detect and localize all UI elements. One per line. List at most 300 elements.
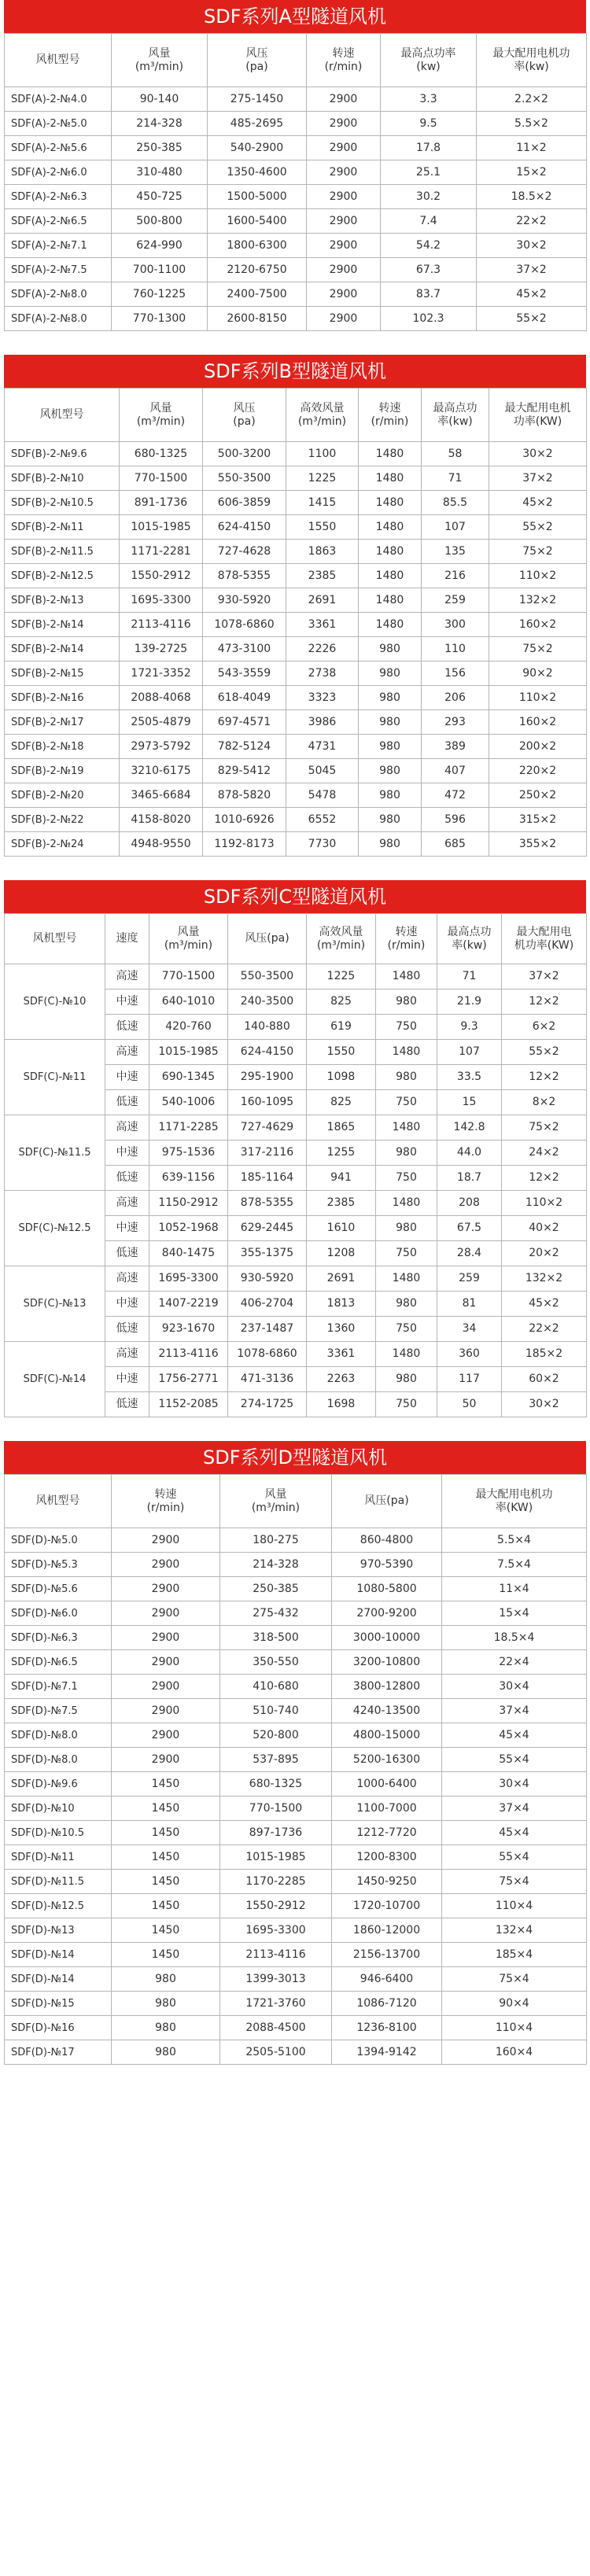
value-cell: 1450 xyxy=(112,1845,220,1870)
table-row xyxy=(5,832,587,857)
value-cell: 1450-9250 xyxy=(332,1870,442,1894)
value-cell: 2900 xyxy=(112,1553,220,1577)
value-cell: 1225 xyxy=(286,466,359,491)
value-cell: 2120-6750 xyxy=(208,258,307,282)
value-cell: 1480 xyxy=(359,442,422,466)
value-cell: 1860-12000 xyxy=(332,1918,442,1943)
table-row xyxy=(5,1650,587,1675)
value-cell: 629-2445 xyxy=(228,1216,307,1241)
column-header xyxy=(228,914,307,964)
header-row xyxy=(5,34,587,87)
value-cell: 160×2 xyxy=(489,613,587,637)
column-header xyxy=(286,389,359,442)
header-line: 最高点功率 xyxy=(400,46,456,60)
column-header xyxy=(381,34,477,87)
model-cell: SDF(A)-2-№5.6 xyxy=(5,136,112,160)
value-cell: 3210-6175 xyxy=(120,759,203,783)
value-cell: 697-4571 xyxy=(203,710,286,735)
value-cell: 55×4 xyxy=(442,1748,587,1772)
value-cell: 17.8 xyxy=(381,136,477,160)
value-cell: 1000-6400 xyxy=(332,1772,442,1797)
header-line: 机功率(KW) xyxy=(514,938,574,952)
value-cell: 825 xyxy=(307,1090,376,1115)
value-cell: 37×2 xyxy=(477,258,587,282)
value-cell: 156 xyxy=(422,662,489,686)
value-cell: 5.5×2 xyxy=(477,112,587,136)
value-cell: 30×2 xyxy=(502,1392,587,1417)
value-cell: 318-500 xyxy=(220,1626,332,1650)
model-cell: SDF(C)-№11 xyxy=(5,1040,105,1115)
value-cell: 12×2 xyxy=(502,1166,587,1191)
value-cell: 4800-15000 xyxy=(332,1723,442,1748)
table-row xyxy=(5,1528,587,1553)
value-cell: 9.5 xyxy=(381,112,477,136)
value-cell: 28.4 xyxy=(437,1241,502,1266)
header-line: (kw) xyxy=(416,60,441,73)
table-row xyxy=(5,1699,587,1723)
value-cell: 840-1475 xyxy=(149,1241,228,1266)
model-cell: SDF(A)-2-№8.0 xyxy=(5,282,112,307)
model-cell: SDF(A)-2-№5.0 xyxy=(5,112,112,136)
column-header xyxy=(489,389,587,442)
header-line: 风压 xyxy=(245,46,268,60)
table-d xyxy=(4,1474,587,2065)
value-cell: 727-4629 xyxy=(228,1115,307,1141)
value-cell: 1394-9142 xyxy=(332,2040,442,2065)
value-cell: 550-3500 xyxy=(228,964,307,989)
model-cell: SDF(B)-2-№18 xyxy=(5,735,120,759)
value-cell: 1480 xyxy=(376,1342,437,1367)
value-cell: 510-740 xyxy=(220,1699,332,1723)
value-cell: 770-1500 xyxy=(149,964,228,989)
value-cell: 1152-2085 xyxy=(149,1392,228,1417)
header-line: (r/min) xyxy=(146,1501,185,1514)
speed-cell: 低速 xyxy=(105,1015,149,1040)
value-cell: 1720-10700 xyxy=(332,1894,442,1918)
value-cell: 2900 xyxy=(307,112,381,136)
value-cell: 295-1900 xyxy=(228,1065,307,1090)
table-row xyxy=(5,1772,587,1797)
value-cell: 770-1300 xyxy=(112,307,208,331)
model-cell: SDF(C)-№11.5 xyxy=(5,1115,105,1191)
value-cell: 2900 xyxy=(307,87,381,112)
value-cell: 3361 xyxy=(307,1342,376,1367)
value-cell: 1450 xyxy=(112,1772,220,1797)
header-line: (m³/min) xyxy=(136,415,186,428)
value-cell: 1450 xyxy=(112,1943,220,1967)
value-cell: 980 xyxy=(112,1992,220,2016)
value-cell: 25.1 xyxy=(381,160,477,185)
value-cell: 750 xyxy=(376,1015,437,1040)
value-cell: 825 xyxy=(307,989,376,1015)
value-cell: 1610 xyxy=(307,1216,376,1241)
value-cell: 1192-8173 xyxy=(203,832,286,857)
value-cell: 45×2 xyxy=(502,1292,587,1317)
table-row xyxy=(5,1870,587,1894)
value-cell: 85.5 xyxy=(422,491,489,515)
value-cell: 596 xyxy=(422,808,489,832)
value-cell: 1171-2285 xyxy=(149,1115,228,1141)
model-cell: SDF(D)-№14 xyxy=(5,1943,112,1967)
header-line: 功率(KW) xyxy=(513,415,562,428)
table-row xyxy=(5,1266,587,1292)
value-cell: 6552 xyxy=(286,808,359,832)
model-cell: SDF(C)-№13 xyxy=(5,1266,105,1342)
value-cell: 2700-9200 xyxy=(332,1601,442,1626)
value-cell: 37×2 xyxy=(489,466,587,491)
table-row xyxy=(5,613,587,637)
value-cell: 485-2695 xyxy=(208,112,307,136)
value-cell: 1695-3300 xyxy=(149,1266,228,1292)
speed-cell: 中速 xyxy=(105,1367,149,1392)
value-cell: 750 xyxy=(376,1090,437,1115)
value-cell: 727-4628 xyxy=(203,540,286,564)
value-cell: 829-5412 xyxy=(203,759,286,783)
speed-cell: 低速 xyxy=(105,1317,149,1342)
value-cell: 1450 xyxy=(112,1870,220,1894)
value-cell: 1480 xyxy=(359,540,422,564)
header-line: 最大配用电机 xyxy=(504,401,571,415)
value-cell: 1698 xyxy=(307,1392,376,1417)
header-line: 风机型号 xyxy=(35,1494,80,1507)
value-cell: 980 xyxy=(359,710,422,735)
table-c xyxy=(4,913,587,1417)
header-line: 风机型号 xyxy=(35,53,80,66)
value-cell: 7730 xyxy=(286,832,359,857)
value-cell: 90×4 xyxy=(442,1992,587,2016)
value-cell: 1863 xyxy=(286,540,359,564)
value-cell: 1208 xyxy=(307,1241,376,1266)
value-cell: 624-4150 xyxy=(228,1040,307,1065)
value-cell: 680-1325 xyxy=(220,1772,332,1797)
value-cell: 540-2900 xyxy=(208,136,307,160)
value-cell: 472 xyxy=(422,783,489,808)
value-cell: 37×4 xyxy=(442,1699,587,1723)
value-cell: 67.3 xyxy=(381,258,477,282)
value-cell: 75×4 xyxy=(442,1870,587,1894)
value-cell: 980 xyxy=(112,1967,220,1992)
speed-cell: 中速 xyxy=(105,1065,149,1090)
value-cell: 275-1450 xyxy=(208,87,307,112)
value-cell: 2113-4116 xyxy=(220,1943,332,1967)
value-cell: 185-1164 xyxy=(228,1166,307,1191)
value-cell: 2088-4500 xyxy=(220,2016,332,2040)
value-cell: 760-1225 xyxy=(112,282,208,307)
value-cell: 2900 xyxy=(307,209,381,234)
value-cell: 11×2 xyxy=(477,136,587,160)
value-cell: 1078-6860 xyxy=(203,613,286,637)
value-cell: 1100 xyxy=(286,442,359,466)
table-row xyxy=(5,1992,587,2016)
value-cell: 1255 xyxy=(307,1141,376,1166)
value-cell: 750 xyxy=(376,1166,437,1191)
value-cell: 1480 xyxy=(376,964,437,989)
column-header xyxy=(376,914,437,964)
model-cell: SDF(A)-2-№8.0 xyxy=(5,307,112,331)
value-cell: 83.7 xyxy=(381,282,477,307)
value-cell: 110×2 xyxy=(502,1191,587,1216)
value-cell: 2691 xyxy=(286,588,359,613)
value-cell: 2900 xyxy=(307,185,381,209)
value-cell: 1721-3760 xyxy=(220,1992,332,2016)
header-line: 风压(pa) xyxy=(364,1494,409,1507)
model-cell: SDF(B)-2-№22 xyxy=(5,808,120,832)
value-cell: 1480 xyxy=(359,491,422,515)
header-line: 最高点功 xyxy=(447,925,492,938)
value-cell: 770-1500 xyxy=(220,1797,332,1821)
value-cell: 1200-8300 xyxy=(332,1845,442,1870)
speed-cell: 低速 xyxy=(105,1090,149,1115)
value-cell: 750 xyxy=(376,1392,437,1417)
value-cell: 1450 xyxy=(112,1821,220,1845)
value-cell: 1813 xyxy=(307,1292,376,1317)
value-cell: 3361 xyxy=(286,613,359,637)
value-cell: 980 xyxy=(112,2016,220,2040)
value-cell: 355-1375 xyxy=(228,1241,307,1266)
value-cell: 9.3 xyxy=(437,1015,502,1040)
value-cell: 1225 xyxy=(307,964,376,989)
value-cell: 750 xyxy=(376,1317,437,1342)
column-header xyxy=(120,389,203,442)
model-cell: SDF(D)-№5.6 xyxy=(5,1577,112,1601)
model-cell: SDF(D)-№7.1 xyxy=(5,1675,112,1699)
value-cell: 2113-4116 xyxy=(149,1342,228,1367)
value-cell: 275-432 xyxy=(220,1601,332,1626)
header-line: (r/min) xyxy=(387,938,426,952)
table-a-section xyxy=(4,0,586,331)
value-cell: 1015-1985 xyxy=(120,515,203,540)
value-cell: 639-1156 xyxy=(149,1166,228,1191)
value-cell: 1756-2771 xyxy=(149,1367,228,1392)
header-line: 风机型号 xyxy=(32,932,77,945)
column-header xyxy=(307,34,381,87)
column-header xyxy=(437,914,502,964)
value-cell: 1480 xyxy=(359,564,422,588)
header-row xyxy=(5,389,587,442)
table-row xyxy=(5,1943,587,1967)
value-cell: 160×2 xyxy=(489,710,587,735)
value-cell: 2088-4068 xyxy=(120,686,203,710)
value-cell: 45×2 xyxy=(477,282,587,307)
value-cell: 1170-2285 xyxy=(220,1870,332,1894)
value-cell: 2900 xyxy=(307,136,381,160)
value-cell: 389 xyxy=(422,735,489,759)
header-line: (pa) xyxy=(233,415,256,428)
model-cell: SDF(D)-№13 xyxy=(5,1918,112,1943)
table-row xyxy=(5,588,587,613)
value-cell: 110 xyxy=(422,637,489,662)
value-cell: 619 xyxy=(307,1015,376,1040)
value-cell: 2900 xyxy=(307,258,381,282)
value-cell: 135 xyxy=(422,540,489,564)
value-cell: 24×2 xyxy=(502,1141,587,1166)
value-cell: 250-385 xyxy=(220,1577,332,1601)
column-header xyxy=(332,1475,442,1528)
model-cell: SDF(D)-№9.6 xyxy=(5,1772,112,1797)
header-line: 风压 xyxy=(233,401,256,415)
value-cell: 1150-2912 xyxy=(149,1191,228,1216)
header-line: 高效风量 xyxy=(319,925,363,938)
value-cell: 1450 xyxy=(112,1918,220,1943)
header-line: 高效风量 xyxy=(300,401,345,415)
speed-cell: 低速 xyxy=(105,1392,149,1417)
column-header xyxy=(208,34,307,87)
value-cell: 2900 xyxy=(307,160,381,185)
value-cell: 1550-2912 xyxy=(120,564,203,588)
table-b-title: SDF系列B型隧道风机 xyxy=(4,355,586,388)
value-cell: 860-4800 xyxy=(332,1528,442,1553)
value-cell: 90-140 xyxy=(112,87,208,112)
table-row xyxy=(5,442,587,466)
value-cell: 11×4 xyxy=(442,1577,587,1601)
value-cell: 500-3200 xyxy=(203,442,286,466)
value-cell: 3986 xyxy=(286,710,359,735)
value-cell: 34 xyxy=(437,1317,502,1342)
column-header xyxy=(477,34,587,87)
value-cell: 543-3559 xyxy=(203,662,286,686)
value-cell: 2900 xyxy=(112,1650,220,1675)
value-cell: 1695-3300 xyxy=(120,588,203,613)
table-row xyxy=(5,160,587,185)
table-row xyxy=(5,1626,587,1650)
value-cell: 60×2 xyxy=(502,1367,587,1392)
value-cell: 2385 xyxy=(286,564,359,588)
value-cell: 3465-6684 xyxy=(120,783,203,808)
value-cell: 980 xyxy=(376,1367,437,1392)
value-cell: 1080-5800 xyxy=(332,1577,442,1601)
value-cell: 975-1536 xyxy=(149,1141,228,1166)
value-cell: 897-1736 xyxy=(220,1821,332,1845)
value-cell: 980 xyxy=(376,1065,437,1090)
value-cell: 1480 xyxy=(376,1115,437,1141)
model-cell: SDF(B)-2-№11.5 xyxy=(5,540,120,564)
table-row xyxy=(5,1821,587,1845)
header-line: 风机型号 xyxy=(39,408,84,421)
value-cell: 1078-6860 xyxy=(228,1342,307,1367)
value-cell: 7.4 xyxy=(381,209,477,234)
model-cell: SDF(B)-2-№10 xyxy=(5,466,120,491)
value-cell: 1480 xyxy=(376,1266,437,1292)
model-cell: SDF(B)-2-№13 xyxy=(5,588,120,613)
value-cell: 2691 xyxy=(307,1266,376,1292)
value-cell: 132×2 xyxy=(502,1266,587,1292)
value-cell: 259 xyxy=(422,588,489,613)
value-cell: 107 xyxy=(437,1040,502,1065)
value-cell: 407 xyxy=(422,759,489,783)
table-row xyxy=(5,185,587,209)
column-header xyxy=(442,1475,587,1528)
value-cell: 33.5 xyxy=(437,1065,502,1090)
table-row xyxy=(5,1115,587,1141)
value-cell: 1480 xyxy=(359,613,422,637)
header-line: 最高点功 xyxy=(433,401,478,415)
model-cell: SDF(C)-№12.5 xyxy=(5,1191,105,1266)
model-cell: SDF(B)-2-№24 xyxy=(5,832,120,857)
value-cell: 216 xyxy=(422,564,489,588)
table-row xyxy=(5,258,587,282)
model-cell: SDF(D)-№6.0 xyxy=(5,1601,112,1626)
speed-cell: 中速 xyxy=(105,1141,149,1166)
value-cell: 980 xyxy=(359,808,422,832)
value-cell: 1550 xyxy=(286,515,359,540)
table-d-section xyxy=(4,1441,586,2065)
header-line: 风量 xyxy=(149,401,172,415)
header-line: 速度 xyxy=(116,932,138,945)
value-cell: 2263 xyxy=(307,1367,376,1392)
header-line: (m³/min) xyxy=(297,415,347,428)
value-cell: 878-5355 xyxy=(228,1191,307,1216)
value-cell: 980 xyxy=(376,989,437,1015)
speed-cell: 高速 xyxy=(105,1040,149,1065)
table-row xyxy=(5,515,587,540)
value-cell: 2900 xyxy=(112,1748,220,1772)
value-cell: 274-1725 xyxy=(228,1392,307,1417)
table-row xyxy=(5,2016,587,2040)
table-a-title: SDF系列A型隧道风机 xyxy=(4,0,586,33)
value-cell: 18.5×2 xyxy=(477,185,587,209)
value-cell: 110×4 xyxy=(442,2016,587,2040)
header-row xyxy=(5,914,587,964)
value-cell: 500-800 xyxy=(112,209,208,234)
value-cell: 7.5×4 xyxy=(442,1553,587,1577)
model-cell: SDF(D)-№10 xyxy=(5,1797,112,1821)
value-cell: 690-1345 xyxy=(149,1065,228,1090)
table-row xyxy=(5,112,587,136)
model-cell: SDF(D)-№5.3 xyxy=(5,1553,112,1577)
column-header xyxy=(5,1475,112,1528)
table-row xyxy=(5,1845,587,1870)
model-cell: SDF(B)-2-№9.6 xyxy=(5,442,120,466)
value-cell: 3.3 xyxy=(381,87,477,112)
value-cell: 55×4 xyxy=(442,1845,587,1870)
value-cell: 4158-8020 xyxy=(120,808,203,832)
value-cell: 1480 xyxy=(359,515,422,540)
table-row xyxy=(5,808,587,832)
value-cell: 980 xyxy=(359,759,422,783)
value-cell: 980 xyxy=(359,662,422,686)
value-cell: 45×4 xyxy=(442,1723,587,1748)
table-row xyxy=(5,466,587,491)
table-row xyxy=(5,1040,587,1065)
value-cell: 680-1325 xyxy=(120,442,203,466)
model-cell: SDF(D)-№10.5 xyxy=(5,1821,112,1845)
table-row xyxy=(5,136,587,160)
value-cell: 1010-6926 xyxy=(203,808,286,832)
value-cell: 1500-5000 xyxy=(208,185,307,209)
value-cell: 5478 xyxy=(286,783,359,808)
table-row xyxy=(5,964,587,989)
value-cell: 117 xyxy=(437,1367,502,1392)
model-cell: SDF(B)-2-№16 xyxy=(5,686,120,710)
column-header xyxy=(149,914,228,964)
speed-cell: 高速 xyxy=(105,964,149,989)
column-header xyxy=(105,914,149,964)
value-cell: 30×4 xyxy=(442,1772,587,1797)
model-cell: SDF(C)-№14 xyxy=(5,1342,105,1417)
value-cell: 1550-2912 xyxy=(220,1894,332,1918)
table-row xyxy=(5,282,587,307)
value-cell: 18.5×4 xyxy=(442,1626,587,1650)
value-cell: 71 xyxy=(437,964,502,989)
table-row xyxy=(5,637,587,662)
table-row xyxy=(5,735,587,759)
value-cell: 90×2 xyxy=(489,662,587,686)
table-row xyxy=(5,1675,587,1699)
table-row xyxy=(5,1601,587,1626)
value-cell: 624-4150 xyxy=(203,515,286,540)
speed-cell: 高速 xyxy=(105,1342,149,1367)
value-cell: 2505-4879 xyxy=(120,710,203,735)
